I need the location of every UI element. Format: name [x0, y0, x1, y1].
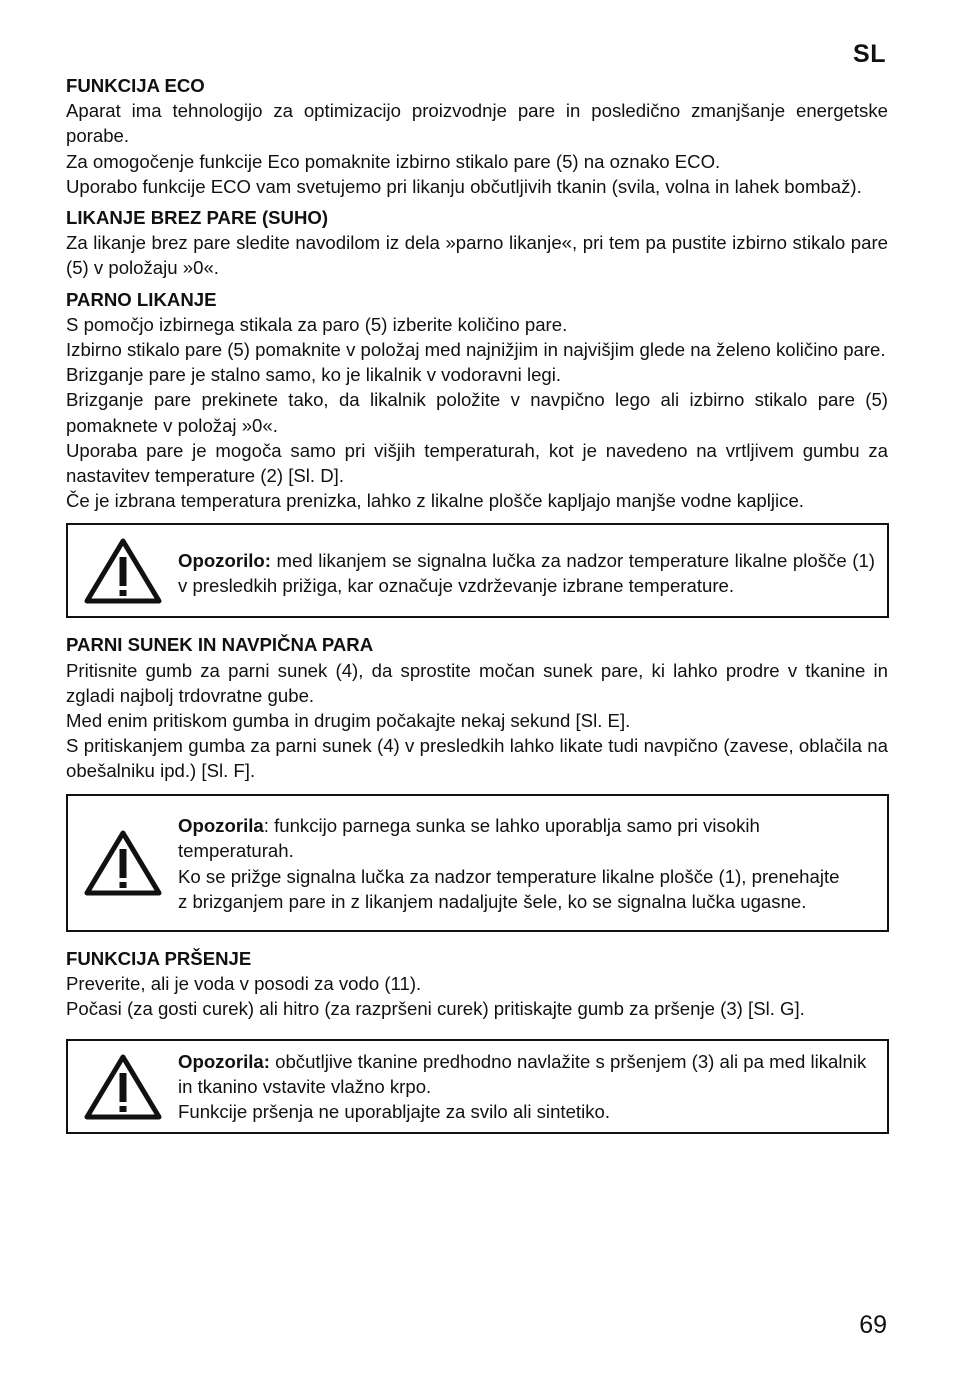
- section-dry-ironing: [66, 205, 888, 281]
- paragraph: Aparat ima tehnologijo za optimizacijo proizvodnje pare in posledično zmanjšanje energetske porabe.: [66, 100, 888, 147]
- language-tag: SL: [853, 40, 886, 68]
- section-eco: [66, 73, 888, 199]
- paragraph: Izbirno stikalo pare (5) pomaknite v položaj med najnižjim in najvišjim glede na želeno količino pare.: [66, 339, 886, 361]
- warning-text: [178, 544, 887, 598]
- warning-line: : funkcijo parnega sunka se lahko uporablja samo pri visokih temperaturah.: [178, 815, 760, 862]
- warning-line: občutljive tkanine predhodno navlažite s pršenjem (3) ali pa med likalnik in tkanino vstavite vlažno krpo.: [178, 1050, 867, 1098]
- section-spray: [66, 946, 888, 1022]
- warning-label: Opozorila:: [178, 1050, 270, 1072]
- section-steam-burst: [66, 632, 888, 783]
- warning-box: [66, 1039, 889, 1134]
- warning-triangle-icon: [68, 829, 178, 897]
- paragraph: Počasi (za gosti curek) ali hitro (za razpršeni curek) pritiskajte gumb za pršenje (3) [Sl. G].: [66, 998, 805, 1020]
- warning-triangle-icon: [68, 1053, 178, 1121]
- paragraph: Za omogočenje funkcije Eco pomaknite izbirno stikalo pare (5) na oznako ECO.: [66, 150, 721, 172]
- paragraph: Preverite, ali je voda v posodi za vodo (11).: [66, 972, 422, 994]
- warning-box: [66, 523, 889, 618]
- warning-line: Funkcije pršenja ne uporabljajte za svilo ali sintetiko.: [178, 1101, 611, 1123]
- paragraph: Če je izbrana temperatura prenizka, lahko z likalne plošče kapljajo manjše vodne kapljice.: [66, 490, 804, 512]
- paragraph: Med enim pritiskom gumba in drugim počakajte nekaj sekund [Sl. E].: [66, 710, 631, 732]
- warning-triangle-icon: [68, 537, 178, 605]
- paragraph: S pomočjo izbirnega stikala za paro (5) izberite količino pare.: [66, 313, 568, 335]
- warning-label: Opozorilo:: [178, 549, 271, 571]
- paragraph: Brizganje pare je stalno samo, ko je likalnik v vodoravni legi.: [66, 364, 562, 386]
- warning-label: Opozorila: [178, 815, 264, 837]
- section-heading: LIKANJE BREZ PARE (SUHO): [66, 207, 329, 229]
- section-heading: FUNKCIJA ECO: [66, 75, 205, 96]
- page-content: [66, 73, 888, 1148]
- paragraph: S pritiskanjem gumba za parni sunek (4) v presledkih lahko likate tudi navpično (zavese, oblačila na obešalniku ipd.) [Sl. F].: [66, 735, 888, 782]
- warning-line: Ko se prižge signalna lučka za nadzor temperature likalne plošče (1), prenehajte z brizganjem pare in z likanjem nadaljujte šele, ko se signalna lučka ugasne.: [178, 865, 840, 912]
- section-steam-ironing: [66, 287, 888, 514]
- section-heading: PARNI SUNEK IN NAVPIČNA PARA: [66, 634, 374, 656]
- paragraph: Pritisnite gumb za parni sunek (4), da sprostite močan sunek pare, ki lahko prodre v tkanine in zgladi najbolj trdovratne gube.: [66, 659, 888, 706]
- paragraph: Uporabo funkcije ECO vam svetujemo pri likanju občutljivih tkanin (svila, volna in lahek bombaž).: [66, 175, 862, 197]
- paragraph: Za likanje brez pare sledite navodilom iz dela »parno likanje«, pri tem pa pustite izbirno stikalo pare (5) v položaju »0«.: [66, 232, 888, 279]
- warning-line: med likanjem se signalna lučka za nadzor temperature likalne plošče (1) v presledkih prižiga, kar označuje vzdrževanje izbrane temperature.: [178, 549, 875, 596]
- paragraph: Brizganje pare prekinete tako, da likalnik položite v navpično lego ali izbirno stikalo pare (5) pomaknete v položaj »0«.: [66, 389, 888, 436]
- page-number: 69: [859, 1311, 887, 1339]
- section-heading: PARNO LIKANJE: [66, 288, 217, 310]
- warning-box: [66, 794, 889, 932]
- section-heading: FUNKCIJA PRŠENJE: [66, 947, 252, 969]
- warning-text: [178, 1049, 887, 1125]
- warning-text: [178, 811, 887, 914]
- paragraph: Uporaba pare je mogoča samo pri višjih temperaturah, kot je navedeno na vrtljivem gumbu za nastavitev temperature (2) [Sl. D].: [66, 439, 888, 487]
